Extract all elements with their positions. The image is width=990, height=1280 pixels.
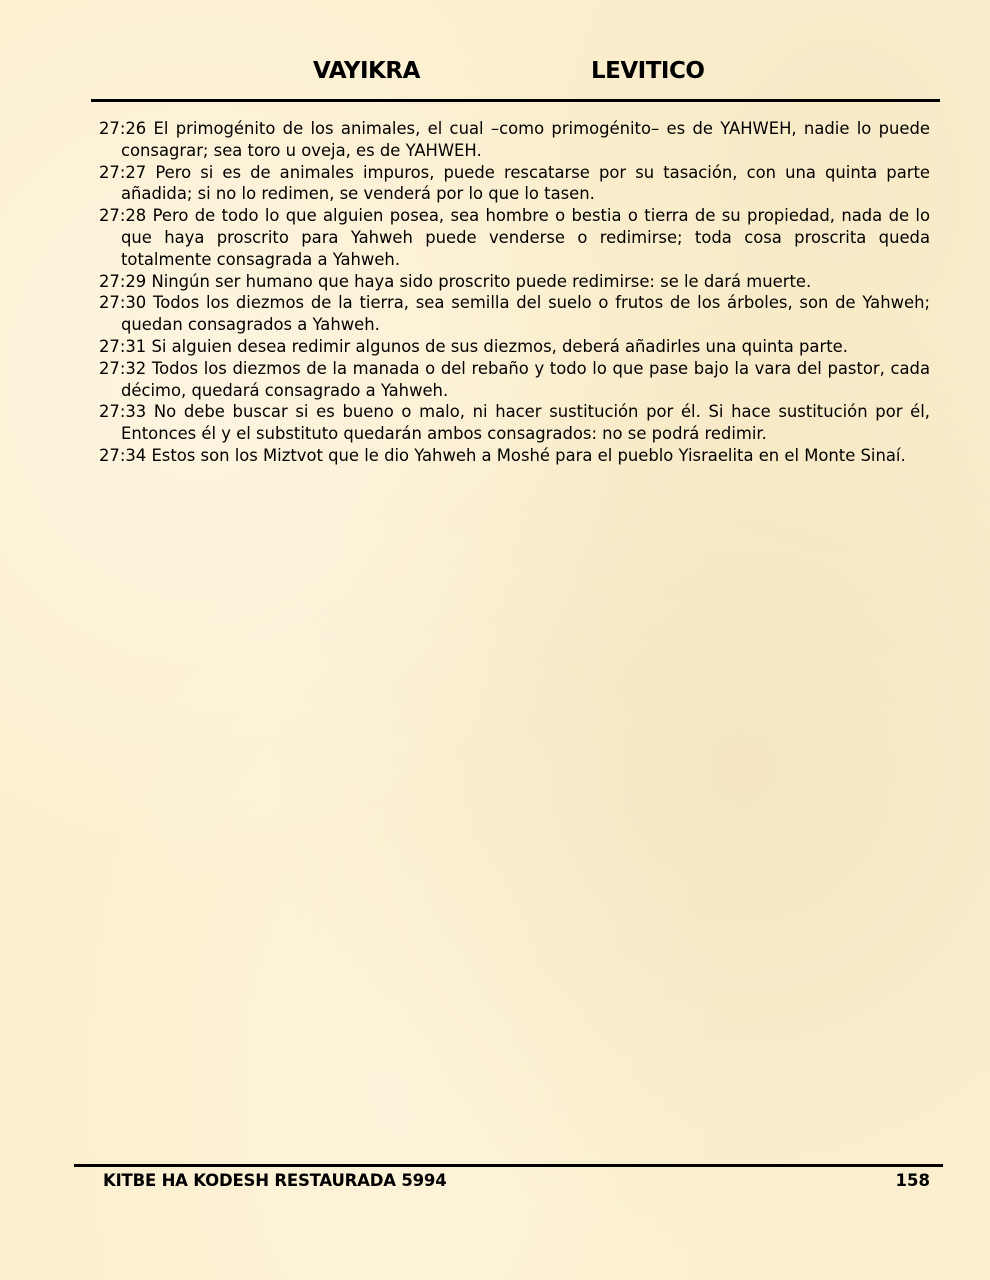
verse-27-30: 27:30 Todos los diezmos de la tierra, sea semilla del suelo o frutos de los árboles, son de Yahweh; quedan consagrados a Yahweh. [99, 293, 930, 335]
footer-book-title: KITBE HA KODESH RESTAURADA 5994 [103, 1171, 447, 1190]
footer-rule [74, 1164, 943, 1167]
verse-27-34: 27:34 Estos son los Miztvot que le dio Yahweh a Moshé para el pueblo Yisraelita en el Monte Sinaí. [99, 445, 906, 465]
page-header [0, 58, 990, 92]
header-title-spanish: LEVITICO [591, 58, 705, 84]
verse-27-31: 27:31 Si alguien desea redimir algunos de sus diezmos, deberá añadirles una quinta parte. [99, 336, 848, 356]
verse-27-33: 27:33 No debe buscar si es bueno o malo, ni hacer sustitución por él. Si hace sustitución por él, Entonces él y el substituto quedarán ambos consagrados: no se podrá redimir. [99, 402, 930, 444]
verse-27-26: 27:26 El primogénito de los animales, el cual –como primogénito– es de YAHWEH, nadie lo puede consagrar; sea toro u oveja, es de YAHWEH. [99, 119, 930, 160]
verse-27-32: 27:32 Todos los diezmos de la manada o del rebaño y todo lo que pase bajo la vara del pastor, cada décimo, quedará consagrado a Yahweh. [99, 358, 930, 400]
page-number: 158 [895, 1171, 930, 1190]
header-title-hebrew: VAYIKRA [313, 58, 420, 84]
header-rule [91, 99, 940, 102]
verse-27-27: 27:27 Pero si es de animales impuros, puede rescatarse por su tasación, con una quinta parte añadida; si no lo redimen, se venderá por lo que lo tasen. [99, 162, 930, 204]
verse-27-28: 27:28 Pero de todo lo que alguien posea, sea hombre o bestia o tierra de su propiedad, nada de lo que haya proscrito para Yahweh puede venderse o redimirse; toda cosa proscrita queda totalmente consagrada a Yahweh. [99, 206, 930, 269]
verse-list [99, 118, 930, 467]
verse-27-29: 27:29 Ningún ser humano que haya sido proscrito puede redimirse: se le dará muerte. [99, 271, 812, 291]
